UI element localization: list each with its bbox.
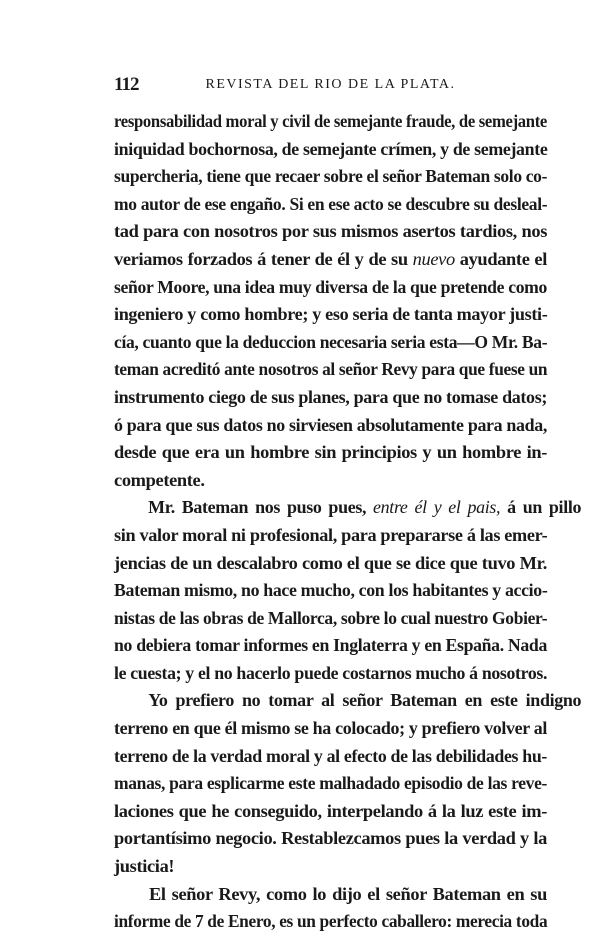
text-segment: ayudante el — [454, 248, 547, 269]
text-line: teman acreditó ante nosotros al señor Revy para que fuese un — [114, 359, 548, 380]
text-line: le cuesta; y el no hacerlo puede costarnos mucho á nosotros. — [114, 662, 548, 683]
text-segment: veriamos forzados á tener de él y de su — [114, 248, 413, 269]
text-line: supercheria, tiene que recaer sobre el señor Bateman solo co- — [114, 166, 548, 187]
italic-emphasis: entre él y el pais, — [373, 497, 501, 518]
text-line: justicia! — [114, 856, 175, 877]
text-line: manas, para esplicarme este malhadado episodio de las reve- — [114, 773, 547, 794]
page-number: 112 — [114, 74, 139, 95]
text-line: informe de 7 de Enero, es un perfecto caballero: merecia toda — [114, 911, 548, 932]
text-segment: á un pillo — [500, 497, 582, 518]
text-line: nistas de las obras de Mallorca, sobre lo cual nuestro Gobier- — [114, 607, 548, 628]
text-line: tad para con nosotros por sus mismos asertos tardios, nos — [114, 221, 547, 242]
text-line: instrumento ciego de sus planes, para que no tomase datos; — [114, 386, 547, 407]
italic-emphasis: nuevo — [412, 248, 455, 269]
text-line: desde que era un hombre sin principios y un hombre in- — [114, 442, 547, 463]
text-line: iniquidad bochornosa, de semejante crímen, y de semejante — [114, 138, 548, 159]
text-line: mo autor de ese engaño. Si en ese acto se descubre su desleal- — [114, 193, 548, 214]
text-line: portantísimo negocio. Restablezcamos pues la verdad y la — [114, 828, 547, 849]
text-line: terreno de la verdad moral y al efecto de las debilidades hu- — [114, 745, 547, 766]
text-line: terreno en que él mismo se ha colocado; y prefiero volver al — [114, 718, 547, 739]
text-line: Yo prefiero no tomar al señor Bateman en este indigno — [148, 690, 582, 711]
text-line: El señor Revy, como lo dijo el señor Bateman en su — [149, 883, 547, 904]
text-line — [114, 494, 581, 522]
text-line: señor Moore, una idea muy diversa de la que pretende como — [114, 276, 547, 297]
text-line: no debiera tomar informes en Inglaterra y en España. Nada — [114, 635, 547, 656]
text-line: sin valor moral ni profesional, para prepararse á las emer- — [114, 524, 548, 545]
text-line: ó para que sus datos no sirviesen absolutamente para nada, — [114, 414, 547, 435]
text-line: laciones que he conseguido, interpelando á la luz este im- — [114, 800, 547, 821]
text-line: Bateman mismo, no hace mucho, con los habitantes y accio- — [114, 580, 548, 601]
page-header — [114, 74, 547, 96]
text-line: competente. — [114, 469, 205, 490]
text-segment: Mr. Bateman nos puso pues, — [148, 497, 374, 518]
text-line: responsabilidad moral y civil de semejante fraude, de semejante — [114, 111, 547, 131]
text-line: cía, cuanto que la deduccion necesaria seria esta—O Mr. Ba- — [114, 331, 548, 352]
body-text — [114, 108, 582, 936]
text-line: ingeniero y como hombre; y eso seria de tanta mayor justi- — [114, 304, 548, 325]
running-head: REVISTA DEL RIO DE LA PLATA. — [205, 77, 456, 92]
text-line: jencias de un descalabro como el que se dice que tuvo Mr. — [114, 552, 547, 573]
text-line — [114, 246, 547, 274]
